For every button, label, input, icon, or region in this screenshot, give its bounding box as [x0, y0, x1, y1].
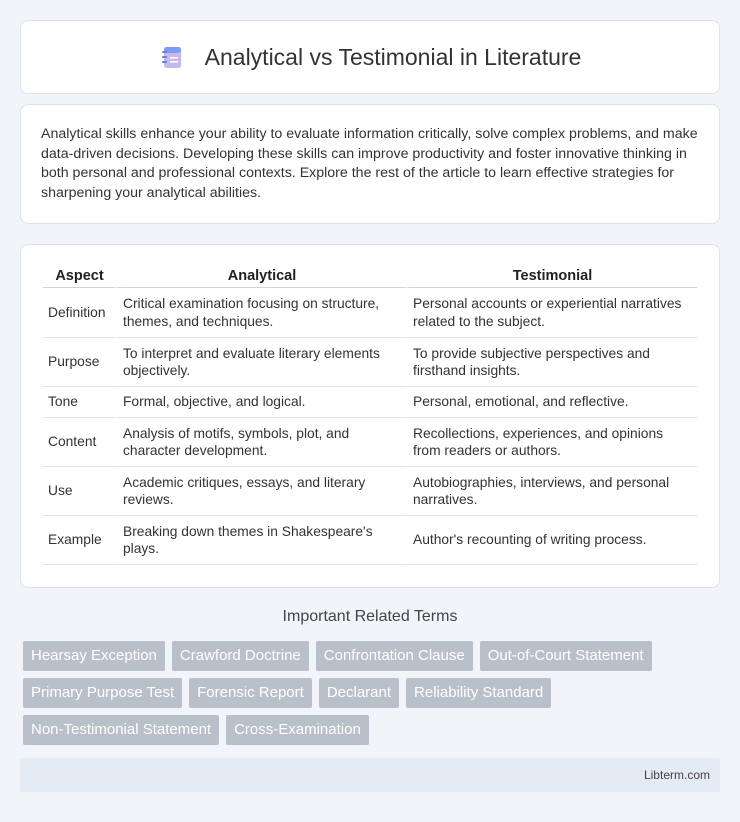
comparison-table: [43, 265, 697, 565]
cell-analytical: Analysis of motifs, symbols, plot, and character development.: [116, 418, 406, 467]
cell-analytical: Breaking down themes in Shakespeare's plays.: [116, 516, 406, 565]
footer: [20, 758, 720, 792]
cell-aspect: Example: [43, 516, 116, 565]
page-title: Analytical vs Testimonial in Literature: [204, 43, 582, 70]
table-row: [43, 467, 697, 516]
tag-primary-purpose-test[interactable]: Primary Purpose Test: [23, 678, 182, 708]
header-aspect: Aspect: [43, 265, 116, 288]
comparison-table-card: [20, 244, 720, 588]
table-header-row: [43, 265, 697, 288]
cell-analytical: Formal, objective, and logical.: [116, 387, 406, 418]
title-wrap: [159, 44, 582, 71]
tag-forensic-report[interactable]: Forensic Report: [189, 678, 312, 708]
tag-hearsay-exception[interactable]: Hearsay Exception: [23, 641, 165, 671]
cell-analytical: To interpret and evaluate literary elements objectively.: [116, 338, 406, 387]
table-row: [43, 288, 697, 338]
cell-testimonial: Recollections, experiences, and opinions from readers or authors.: [406, 418, 697, 467]
table-row: [43, 338, 697, 387]
cell-analytical: Critical examination focusing on structure, themes, and techniques.: [116, 288, 406, 338]
notebook-icon: [159, 44, 185, 70]
cell-testimonial: Personal accounts or experiential narratives related to the subject.: [406, 288, 697, 338]
table-row: [43, 516, 697, 565]
cell-testimonial: Autobiographies, interviews, and personal narratives.: [406, 467, 697, 516]
cell-analytical: Academic critiques, essays, and literary reviews.: [116, 467, 406, 516]
tag-out-of-court-statement[interactable]: Out-of-Court Statement: [480, 641, 652, 671]
tag-crawford-doctrine[interactable]: Crawford Doctrine: [172, 641, 309, 671]
cell-testimonial: To provide subjective perspectives and firsthand insights.: [406, 338, 697, 387]
table-row: [43, 387, 697, 418]
related-terms-tags: [23, 641, 723, 752]
cell-aspect: Content: [43, 418, 116, 467]
tag-non-testimonial-statement[interactable]: Non-Testimonial Statement: [23, 715, 219, 745]
header-card: [20, 20, 720, 94]
tag-confrontation-clause[interactable]: Confrontation Clause: [316, 641, 473, 671]
tag-row: [23, 641, 723, 671]
intro-paragraph: Analytical skills enhance your ability to evaluate information critically, solve complex problems, and make data-driven decisions. Developing these skills can improve productivity and foster innovative thinking in both personal and professional contexts. Explore the rest of the article to learn effective strategies for sharpening your analytical abilities.: [41, 126, 698, 201]
cell-aspect: Use: [43, 467, 116, 516]
footer-brand[interactable]: Libterm.com: [643, 768, 710, 782]
cell-aspect: Definition: [43, 288, 116, 338]
tag-reliability-standard[interactable]: Reliability Standard: [406, 678, 551, 708]
cell-aspect: Tone: [43, 387, 116, 418]
tag-row: [23, 715, 723, 745]
tag-row: [23, 678, 723, 708]
cell-aspect: Purpose: [43, 338, 116, 387]
header-testimonial: Testimonial: [406, 265, 697, 288]
tag-declarant[interactable]: Declarant: [319, 678, 399, 708]
cell-testimonial: Personal, emotional, and reflective.: [406, 387, 697, 418]
intro-card: [20, 104, 720, 224]
tag-cross-examination[interactable]: Cross-Examination: [226, 715, 369, 745]
related-terms-title: Important Related Terms: [282, 608, 458, 625]
table-row: [43, 418, 697, 467]
cell-testimonial: Author's recounting of writing process.: [406, 516, 697, 565]
header-analytical: Analytical: [116, 265, 406, 288]
